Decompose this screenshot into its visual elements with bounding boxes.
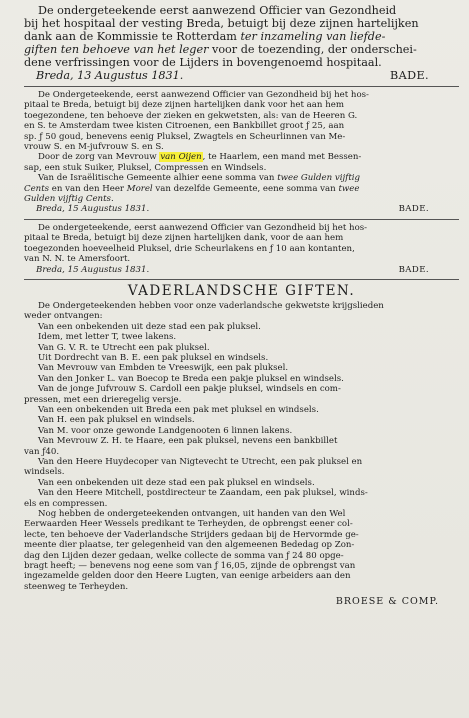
gift-item-line: Van M. voor onze gewonde Landgenooten 6 linnen lakens. <box>38 425 293 436</box>
giften-closing-line: ingezamelde gelden door den Heere Lugten, van eenige arbeiders aan den <box>24 571 351 582</box>
notice-2 <box>24 90 459 215</box>
notice-3-line: pitaal te Breda, betuigt bij deze zijnen hartelijken dank, voor de aan hem <box>24 233 344 244</box>
notice-1-place-date: Breda, 13 Augustus 1831. <box>36 69 184 82</box>
giften-closing-line: meente dier plaatse, ter gelegenheid van den algemeenen Bededag op Zon- <box>24 540 355 551</box>
gift-item-line: Van Mevrouw van Embden te Vreeswijk, een pak pluksel. <box>38 363 289 374</box>
notice-3-signer: BADE. <box>398 264 429 275</box>
notice-1 <box>24 0 459 82</box>
gift-item-line: Van den Heere Mitchell, postdirecteur te Zaandam, een pak pluksel, winds- <box>38 488 368 499</box>
notice-2-signer: BADE. <box>398 204 429 215</box>
gift-item-line: windsels. <box>24 467 65 478</box>
notice-2-place-date: Breda, 15 Augustus 1831. <box>36 204 150 215</box>
giften-signer: BROESE & COMP. <box>335 596 439 608</box>
notice-2-line: vrouw S. en M-jufvrouw S. en S. <box>24 142 164 153</box>
gift-item-line: Van de jonge Jufvrouw S. Cardoll een pakje pluksel, windsels en com- <box>38 384 341 395</box>
gift-list <box>24 322 459 509</box>
notice-1-signature <box>24 69 459 82</box>
giften-closing-line: bragt heeft; — benevens nog eene som van ƒ 16,05, zijnde de opbrengst van <box>24 561 356 572</box>
giften-closing-line: dag den Lijden dezer gedaan, welke collecte de somma van ƒ 24 80 opge- <box>24 550 344 561</box>
divider <box>24 279 459 280</box>
notice-2-line: en S. te Amsterdam twee kisten Citroenen, een Bankbillet groot ƒ 25, aan <box>24 121 345 132</box>
highlighted-name: van Oijen <box>160 152 202 163</box>
notice-2-line: sap, een stuk Suiker, Pluksel, Compressen en Windsels. <box>24 162 267 173</box>
notice-3-line: toegezonden hoeveelheid Pluksel, drie Scheurlakens en ƒ 10 aan kontanten, <box>24 243 355 254</box>
giften-section <box>24 283 459 607</box>
notice-3-place-date: Breda, 15 Augustus 1831. <box>36 264 150 275</box>
notice-2-line: Van de Israëlitische Gemeente alhier eene somma van twee Gulden vijftig <box>38 173 361 184</box>
gift-item-line: els en compressen. <box>24 498 108 509</box>
gift-item-line: Van Mevrouw Z. H. te Haare, een pak pluksel, nevens een bankbillet <box>38 436 338 447</box>
notice-1-line: dene verfrissingen voor de Lijders in bovengenoemd hospitaal. <box>24 56 382 69</box>
notice-2-line: Cents en van den Heer Morel van dezelfde Gemeente, eene somma van twee <box>24 183 360 194</box>
notice-2-signature <box>24 204 459 214</box>
notice-1-line: De ondergeteekende eerst aanwezend Officier van Gezondheid <box>38 4 397 17</box>
giften-closing-line: steenweg te Terheyden. <box>24 581 129 592</box>
giften-closing-line: Nog hebben de ondergeteekenden ontvangen, uit handen van den Wel <box>38 509 346 520</box>
gift-item-line: pressen, met een drieregelig versje. <box>24 394 182 405</box>
notice-1-line: giften ten behoeve van het leger voor de toezending, der onderschei- <box>24 43 417 56</box>
gift-item-line: Van den Jonker L. van Boecop te Breda een pakje pluksel en windsels. <box>38 373 344 384</box>
notice-3-line: van N. N. te Amersfoort. <box>24 254 131 265</box>
notice-2-line: pitaal te Breda, betuigt bij deze zijnen hartelijken dank voor het aan hem <box>24 100 344 111</box>
divider <box>24 86 459 87</box>
gift-item-line: Van een onbekenden uit deze stad een pak pluksel. <box>38 321 261 332</box>
gift-item-line: Van G. V. R. te Utrecht een pak pluksel. <box>38 342 210 353</box>
divider <box>24 219 459 220</box>
gift-item-line: Uit Dordrecht van B. E. een pak pluksel en windsels. <box>38 352 269 363</box>
gift-item-line: Idem, met letter T, twee lakens. <box>38 332 177 343</box>
giften-closing-line: lecte, ten behoeve der Vaderlandsche Strijders gedaan bij de Hervormde ge- <box>24 529 359 540</box>
notice-3-signature <box>24 265 459 275</box>
notice-2-line: toegezondene, ten behoeve der zieken en gekwetsten, als: van de Heeren G. <box>24 110 358 121</box>
notice-1-line: dank aan de Kommissie te Rotterdam ter inzameling van liefde- <box>24 30 386 43</box>
giften-intro: De Ondergeteekenden hebben voor onze vaderlandsche gekwetste krijgslieden <box>38 300 384 311</box>
notice-3-line: De ondergeteekende, eerst aanwezend Officier van Gezondheid bij het hos- <box>38 222 368 233</box>
notice-2-line <box>24 152 459 162</box>
gift-item-line: Van een onbekenden uit deze stad een pak pluksel en windsels. <box>38 477 315 488</box>
giften-closing-line: Eerwaarden Heer Wessels predikant te Terheyden, de opbrengst eener col- <box>24 519 353 530</box>
gift-item-line: Van een onbekenden uit Breda een pak met pluksel en windsels. <box>38 404 319 415</box>
notice-1-signer: BADE. <box>390 69 429 82</box>
notice-2-line: sp. ƒ 50 goud, benevens eenig Pluksel, Zwagtels en Scheurlinnen van Me- <box>24 131 346 142</box>
giften-intro: weder ontvangen: <box>24 311 103 322</box>
notice-2-text: Door de zorg van Mevrouw <box>38 152 160 163</box>
section-title: VADERLANDSCHE GIFTEN. <box>127 282 356 299</box>
gift-item-line: van ƒ40. <box>24 446 60 457</box>
notice-2-line: De Ondergeteekende, eerst aanwezend Officier van Gezondheid bij het hos- <box>38 90 369 100</box>
notice-1-line: bij het hospitaal der vesting Breda, betuigt bij deze zijnen hartelijken <box>24 17 419 30</box>
notice-2-text: , te Haarlem, een mand met Bessen- <box>202 152 362 163</box>
gift-item-line: Van den Heere Huydecoper van Nigtevecht te Utrecht, een pak pluksel en <box>38 457 363 467</box>
notice-3 <box>24 223 459 275</box>
gift-item-line: Van H. een pak pluksel en windsels. <box>38 415 195 426</box>
notice-2-line: Gulden vijftig Cents. <box>24 194 114 205</box>
